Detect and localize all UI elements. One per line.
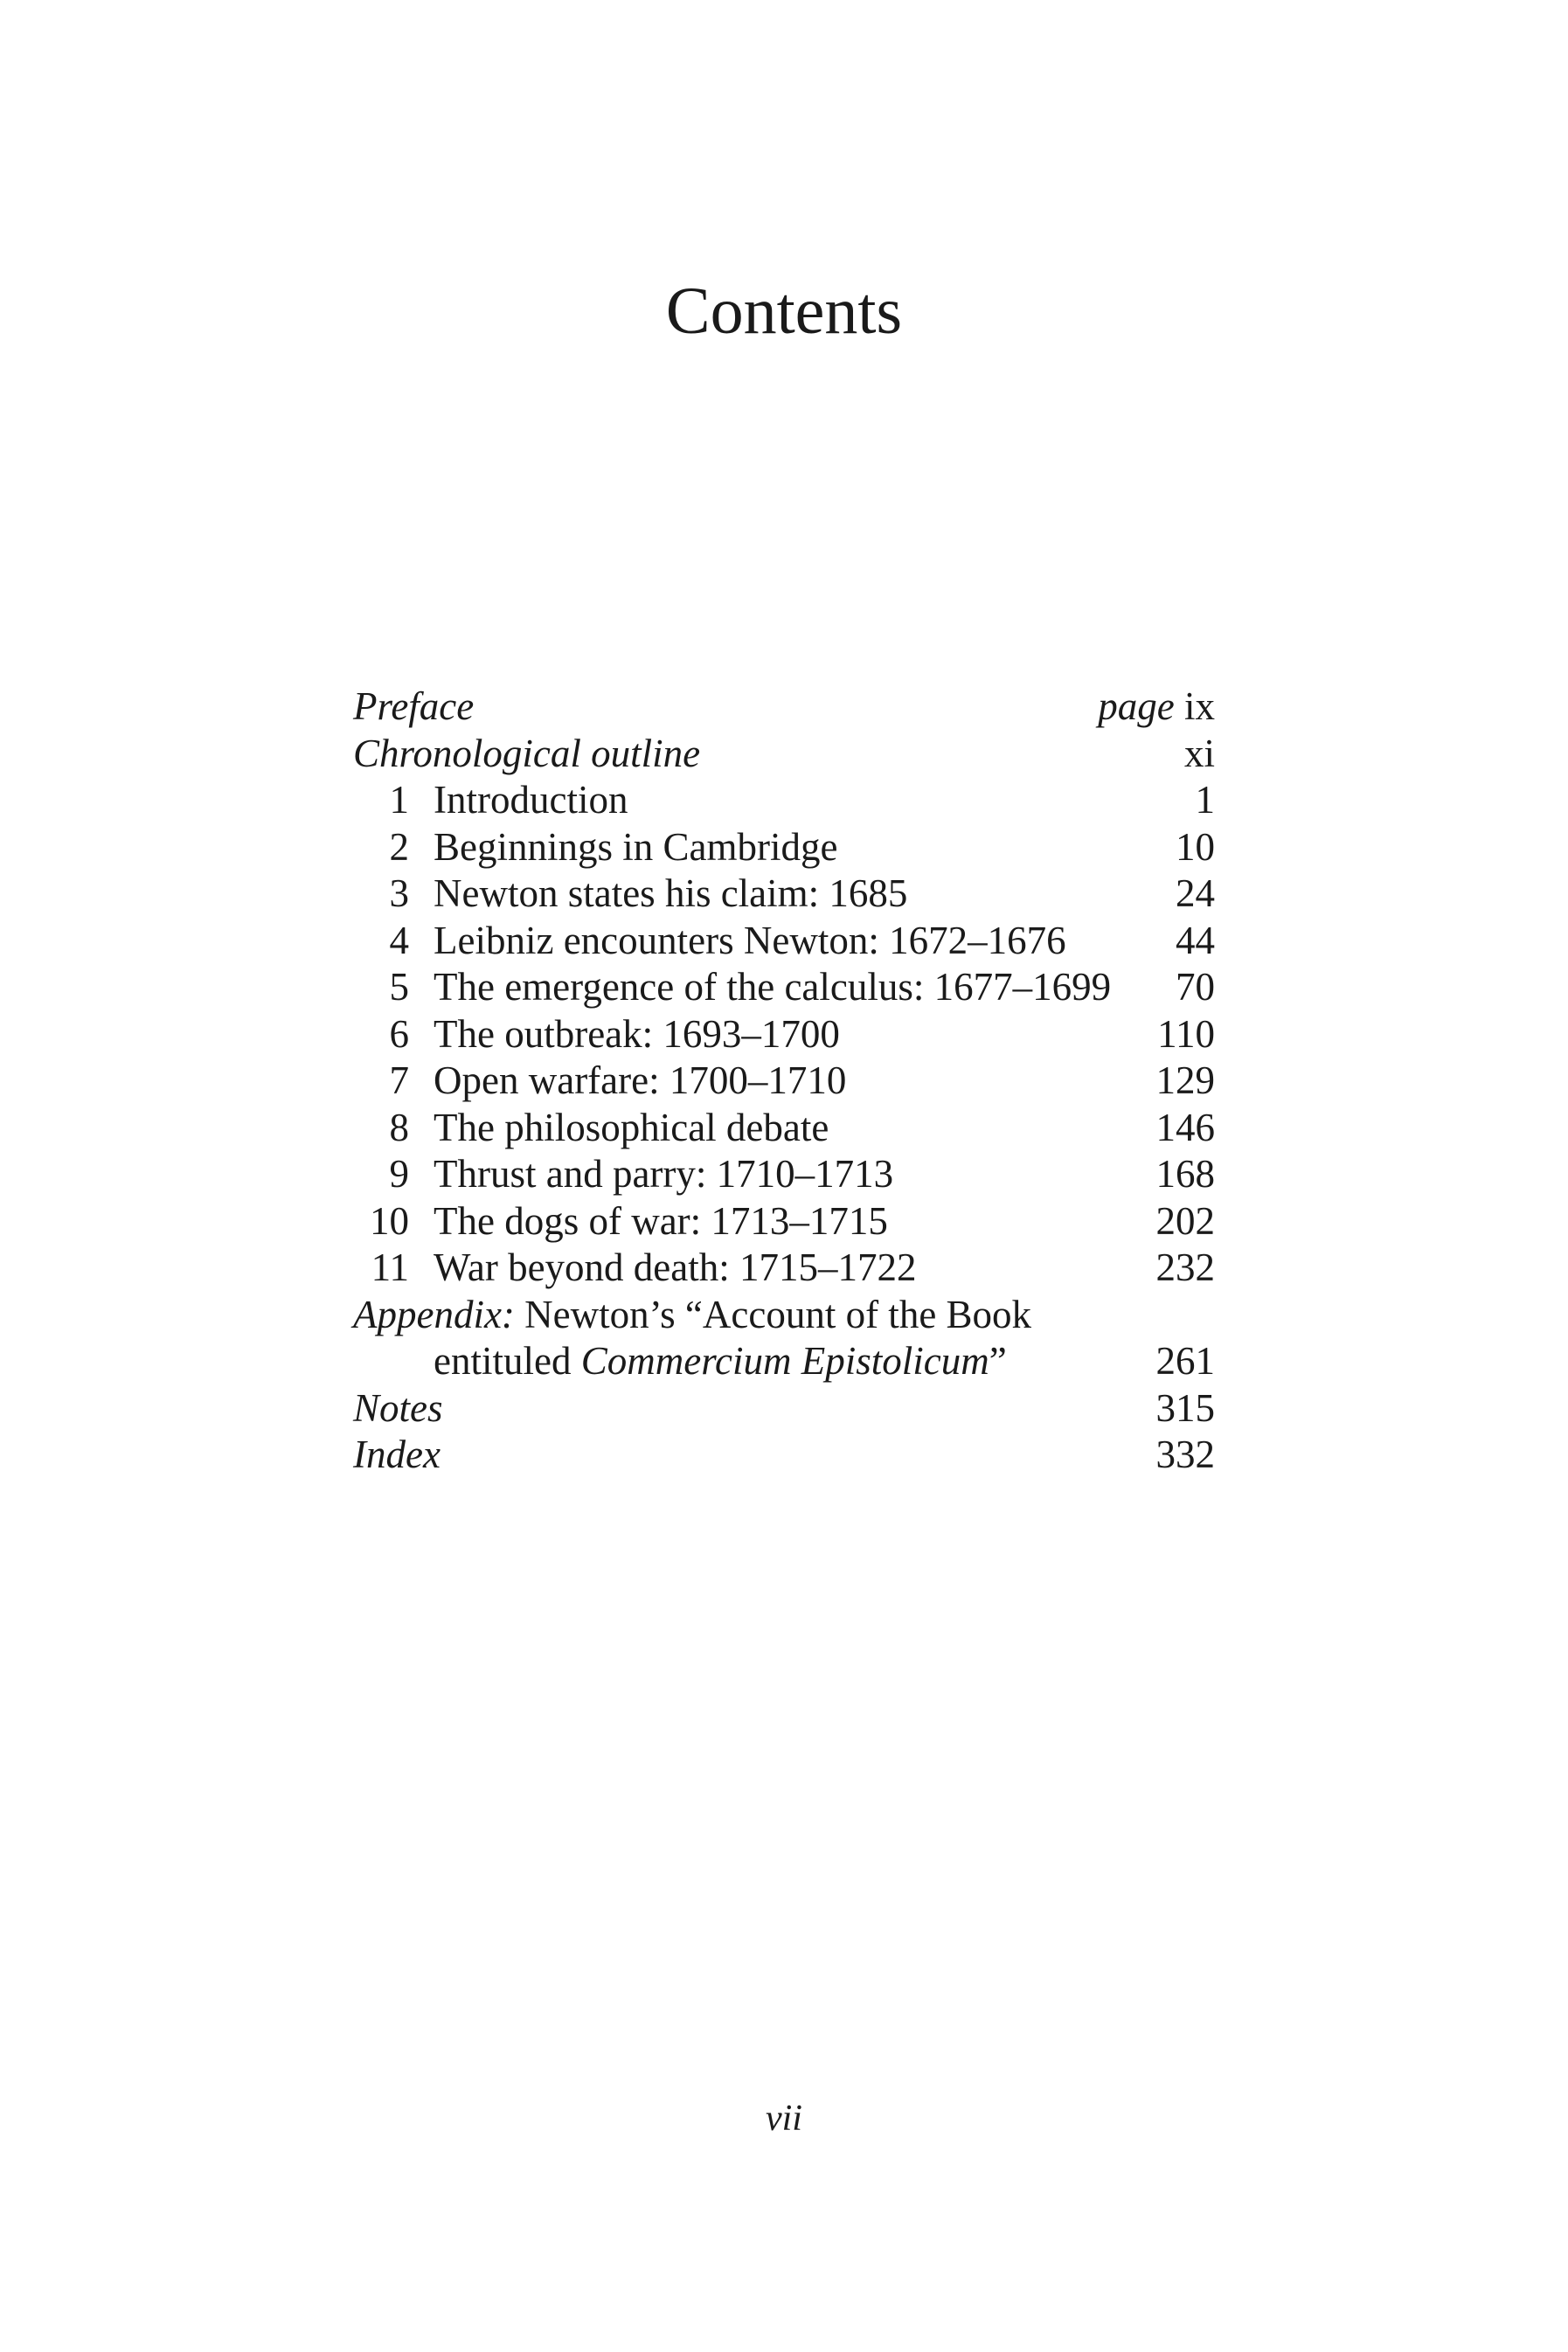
toc-entry-chapter-8[interactable] [353,1105,1215,1152]
toc-entry-label: Index [353,1433,441,1476]
chapter-title: The philosophical debate [434,1105,829,1149]
toc-entry-page: xi [1183,731,1215,775]
chapter-page: 70 [1176,965,1215,1009]
toc-entry-chapter-11[interactable] [353,1245,1215,1292]
chapter-page: 168 [1155,1152,1215,1196]
toc-entry-page [1087,683,1215,731]
toc-entry-chapter-1[interactable] [353,777,1215,824]
toc-entry-appendix-continuation[interactable] [353,1338,1215,1385]
chapter-title: Newton states his claim: 1685 [434,871,908,915]
appendix-title-line-1 [353,1292,1215,1339]
chapter-page: 202 [1155,1198,1215,1243]
appendix-page: 261 [1155,1339,1215,1383]
toc-entry-chapter-4[interactable] [353,918,1215,965]
appendix-line-2-start: entituled [434,1339,581,1383]
chapter-title: The emergence of the calculus: 1677–1699 [434,965,1112,1009]
chapter-title: The outbreak: 1693–1700 [434,1011,840,1056]
appendix-prefix: Appendix: [353,1292,515,1336]
toc-entry-chapter-9[interactable] [353,1151,1215,1198]
chapter-number: 6 [389,1011,409,1056]
toc-entry-page: 332 [1155,1433,1215,1476]
chapter-page: 1 [1195,778,1215,822]
toc-entry-page: 315 [1155,1385,1215,1430]
chapter-number: 5 [389,965,409,1009]
appendix-line-2-italic: Commercium Epistolicum [580,1339,989,1383]
toc-entry-index[interactable] [353,1432,1215,1479]
page-number: ix [1183,684,1215,728]
toc-entry-chapter-10[interactable] [353,1198,1215,1245]
chapter-title: Beginnings in Cambridge [434,824,838,869]
chapter-title: Open warfare: 1700–1710 [434,1058,847,1102]
chapter-title: Thrust and parry: 1710–1713 [434,1152,894,1196]
chapter-page: 146 [1155,1105,1215,1149]
toc-entry-chapter-7[interactable] [353,1058,1215,1105]
chapter-title: The dogs of war: 1713–1715 [434,1198,888,1243]
table-of-contents [353,683,1215,1479]
appendix-title-line-2 [353,1338,1146,1385]
toc-entry-notes[interactable] [353,1385,1215,1433]
toc-entry-chapter-2[interactable] [353,824,1215,871]
chapter-number: 4 [389,918,409,962]
toc-entry-chapter-5[interactable] [353,964,1215,1011]
appendix-line-1: Newton’s “Account of the Book [524,1292,1032,1336]
chapter-page: 232 [1155,1245,1215,1289]
chapter-title: Leibniz encounters Newton: 1672–1676 [434,918,1066,962]
toc-entry-label: Notes [353,1385,443,1430]
toc-entry-preface[interactable] [353,683,1215,731]
chapter-number: 11 [371,1245,409,1289]
chapter-number: 8 [389,1105,409,1149]
chapter-page: 110 [1157,1011,1215,1056]
page-title: Contents [665,274,903,348]
chapter-number: 10 [370,1198,409,1243]
chapter-page: 44 [1176,918,1215,962]
appendix-line-2-end: ” [989,1339,1007,1383]
chapter-number: 9 [389,1152,409,1196]
chapter-page: 10 [1176,824,1215,869]
chapter-title: Introduction [434,778,628,822]
toc-entry-chapter-3[interactable] [353,871,1215,918]
page-prefix: page [1098,684,1175,728]
toc-entry-appendix[interactable] [353,1292,1215,1339]
toc-entry-label: Preface [353,684,475,728]
toc-entry-chronological-outline[interactable] [353,731,1215,778]
chapter-number: 2 [389,824,409,869]
chapter-number: 7 [389,1058,409,1102]
chapter-title: War beyond death: 1715–1722 [434,1245,917,1289]
chapter-number: 3 [389,871,409,915]
chapter-number: 1 [389,778,409,822]
chapter-page: 24 [1176,871,1215,915]
chapter-page: 129 [1155,1058,1215,1102]
toc-entry-chapter-6[interactable] [353,1011,1215,1058]
page-folio: vii [766,2099,802,2139]
toc-entry-label: Chronological outline [353,731,701,775]
